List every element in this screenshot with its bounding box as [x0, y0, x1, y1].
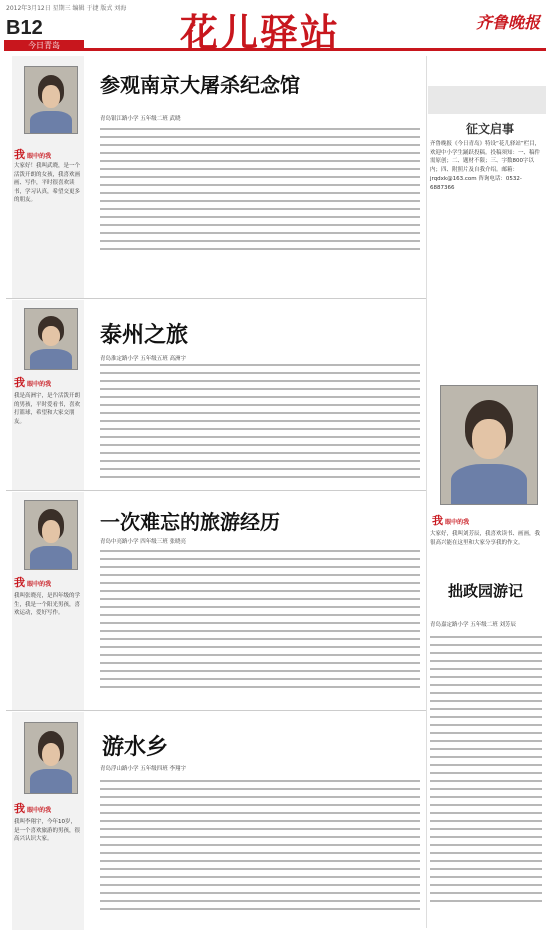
article-3-comment: 我叫张晓亮，是四年级的学生，我是一个阳光男孩，喜欢运动，爱好写作。	[14, 593, 81, 616]
article-2-body-text	[100, 364, 420, 484]
notice-title: 征文启事	[465, 122, 514, 136]
article-1-body-text	[100, 128, 420, 256]
date-line: 2012年3月12日 星期三 编辑 于捷 版式 刘海	[6, 5, 127, 12]
article-1-headline: 参观南京大屠杀纪念馆	[100, 73, 300, 97]
section-label: 今日青岛	[4, 40, 84, 51]
article-4-comment: 我叫李翔宇，今年10岁，是一个喜欢旅游的男孩，很高兴认识大家。	[14, 819, 81, 842]
article-4-photo	[24, 722, 78, 794]
article-2-comment: 我是高洲宇，是个活泼开朗的男孩，平时爱看书，喜欢打篮球，希望和大家交朋友。	[14, 393, 81, 425]
right-article-byline: 青岛嘉定路小学 五年级二班 刘芳辰	[430, 622, 516, 628]
right-article-photo	[440, 385, 538, 505]
article-2-headline: 泰州之旅	[100, 322, 189, 348]
page-number: B12	[6, 17, 43, 39]
right-article-title: 拙政园游记	[448, 582, 524, 600]
article-1-comment: 大家好！我叫武晓，是一个活泼开朗的女孩，我喜欢画画、写作，平时很喜欢读书，学习认真，希望交更多的朋友。	[14, 163, 81, 203]
right-article-body-text	[430, 636, 542, 908]
article-3-byline: 青岛中亮路小学 四年级三班 张晓亮	[100, 539, 186, 545]
article-1-photo	[24, 66, 78, 134]
article-4-eval-label: 我 眼中的我	[14, 802, 52, 815]
article-3	[6, 492, 426, 711]
paper-logo: 齐鲁晚报	[475, 13, 540, 32]
column-divider	[426, 56, 427, 928]
notice-body: 齐鲁晚报《今日青岛》特设“花儿驿站”栏目，欢迎中小学生踊跃投稿。投稿须知：一、稿件需原创；二、题材不限；三、字数800字以内；四、附照片及自我介绍。邮箱：jrqdxk@163.com 咨询电话：0532-6887366	[430, 141, 541, 191]
article-1	[6, 56, 426, 299]
notice-ribbon	[428, 86, 546, 114]
masthead-title: 花儿驿站	[180, 10, 341, 55]
right-article-comment: 大家好，我叫刘芳辰，我喜欢读书、画画，我很高兴能在这里和大家分享我的作文。	[430, 531, 541, 546]
article-4	[6, 712, 426, 930]
article-4-body-text	[100, 780, 420, 916]
article-1-byline: 青岛银江路小学 五年级二班 武晓	[100, 116, 181, 122]
article-4-byline: 青岛浮山路小学 五年级四班 李翔宇	[100, 766, 186, 772]
article-3-photo	[24, 500, 78, 570]
article-3-body-text	[100, 550, 420, 694]
article-2-eval-label: 我 眼中的我	[14, 376, 52, 389]
article-4-headline: 游水乡	[102, 734, 169, 760]
article-1-eval-label: 我 眼中的我	[14, 148, 52, 161]
right-article-eval-label: 我 眼中的我	[432, 514, 470, 527]
article-3-eval-label: 我 眼中的我	[14, 576, 52, 589]
article-3-headline: 一次难忘的旅游经历	[100, 510, 280, 534]
article-2-photo	[24, 308, 78, 370]
article-2-byline: 青岛淮定路小学 五年级五班 高洲宇	[100, 356, 186, 362]
article-2	[6, 300, 426, 491]
